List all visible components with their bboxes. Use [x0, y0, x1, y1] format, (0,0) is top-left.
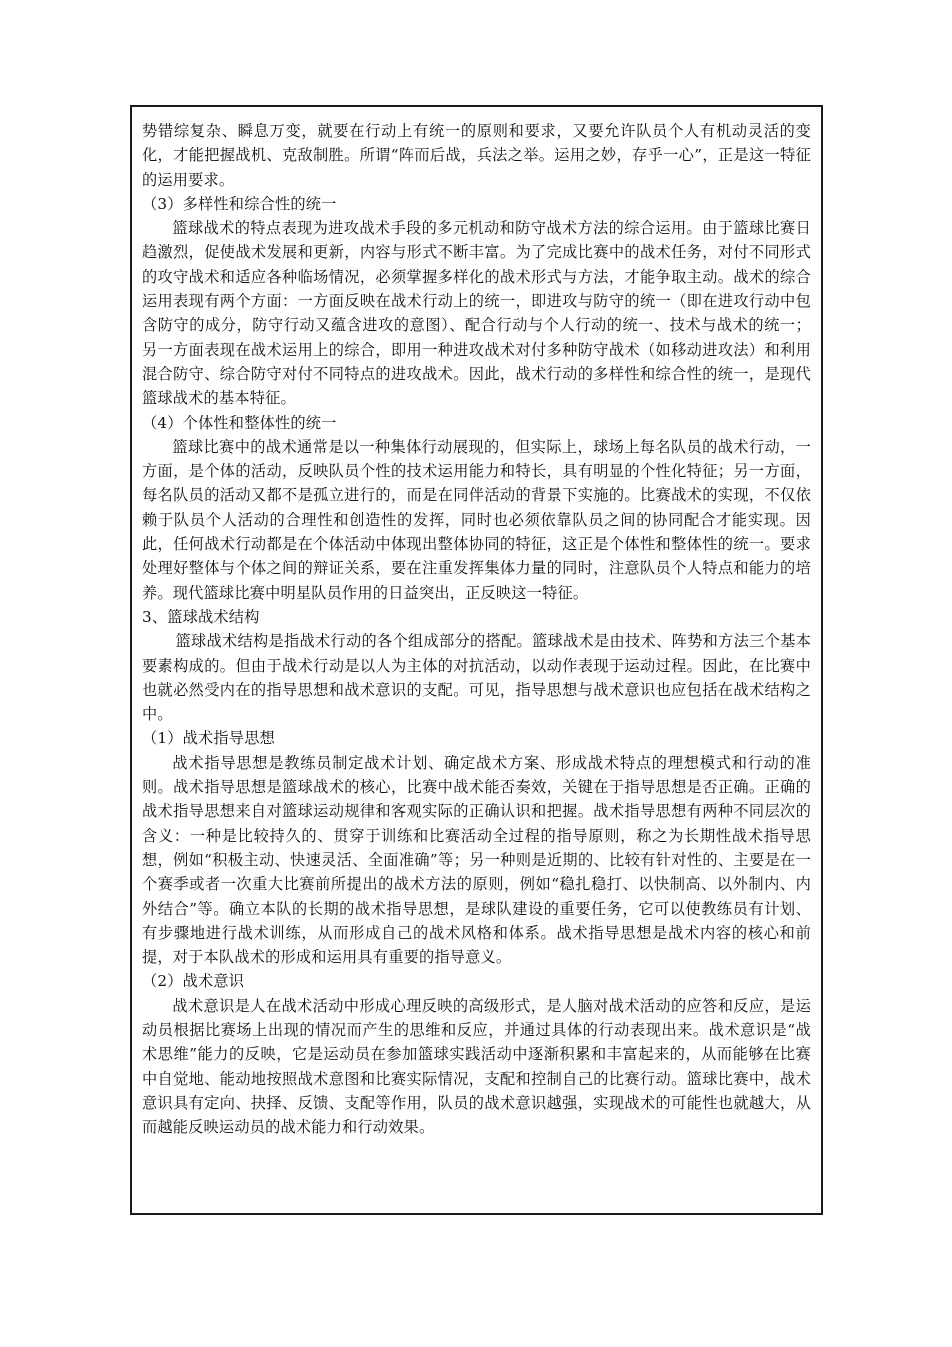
paragraph-guiding-thought: 战术指导思想是教练员制定战术计划、确定战术方案、形成战术特点的理想模式和行动的准则。战术指导思想是篮球战术的核心，比赛中战术能否奏效，关键在于指导思想是否正确。正确的战术指导思想来自对篮球运动规律和客观实际的正确认识和把握。战术指导思想有两种不同层次的含义：一种是比较持久的、贯穿于训练和比赛活动全过程的指导原则，称之为长期性战术指导思想，例如“积极主动、快速灵活、全面准确”等；另一种则是近期的、比较有针对性的、主要是在一个赛季或者一次重大比赛前所提出的战术方法的原则，例如“稳扎稳打、以快制高、以外制内、内外结合”等。确立本队的长期的战术指导思想，是球队建设的重要任务，它可以使教练员有计划、有步骤地进行战术训练，从而形成自己的战术风格和体系。战术指导思想是战术内容的核心和前提，对于本队战术的形成和运用具有重要的指导意义。	[142, 753, 811, 967]
section-heading-awareness: （2）战术意识	[142, 972, 245, 991]
paragraph-structure: 篮球战术结构是指战术行动的各个组成部分的搭配。篮球战术是由技术、阵势和方法三个基本要素构成的。但由于战术行动是以人为主体的对抗活动，以动作表现于运动过程。因此，在比赛中也就必然受内在的指导思想和战术意识的支配。可见，指导思想与战术意识也应包括在战术结构之中。	[142, 632, 811, 724]
section-heading-individuality: （4）个体性和整体性的统一	[142, 413, 337, 432]
continuation-text: 势错综复杂、瞬息万变，就要在行动上有统一的原则和要求，又要允许队员个人有机动灵活的变化，才能把握战机、克敌制胜。所谓“阵而后战，兵法之举。运用之妙，存乎一心”，正是这一特征的运用要求。	[142, 122, 811, 189]
document-body	[142, 119, 811, 1139]
section-heading-diversity: （3）多样性和综合性的统一	[142, 194, 337, 213]
document-frame	[130, 105, 823, 1215]
section-heading-guiding-thought: （1）战术指导思想	[142, 729, 275, 748]
paragraph-individuality: 篮球比赛中的战术通常是以一种集体行动展现的，但实际上，球场上每名队员的战术行动，一方面，是个体的活动，反映队员个性的技术运用能力和特长，具有明显的个性化特征；另一方面，每名队员的活动又都不是孤立进行的，而是在同伴活动的背景下实施的。比赛战术的实现，不仅依赖于队员个人活动的合理性和创造性的发挥，同时也必须依靠队员之间的协同配合才能实现。因此，任何战术行动都是在个体活动中体现出整体协同的特征，这正是个体性和整体性的统一。要求处理好整体与个体之间的辩证关系，要在注重发挥集体力量的同时，注意队员个人特点和能力的培养。现代篮球比赛中明星队员作用的日益突出，正反映这一特征。	[142, 437, 811, 602]
paragraph-diversity: 篮球战术的特点表现为进攻战术手段的多元机动和防守战术方法的综合运用。由于篮球比赛日趋激烈，促使战术发展和更新，内容与形式不断丰富。为了完成比赛中的战术任务，对付不同形式的攻守战术和适应各种临场情况，必须掌握多样化的战术形式与方法，才能争取主动。战术的综合运用表现有两个方面：一方面反映在战术行动上的统一，即进攻与防守的统一（即在进攻行动中包含防守的成分，防守行动又蕴含进攻的意图）、配合行动与个人行动的统一、技术与战术的统一；另一方面表现在战术运用上的综合，即用一种进攻战术对付多种防守战术（如移动进攻法）和利用混合防守、综合防守对付不同特点的进攻战术。因此，战术行动的多样性和综合性的统一，是现代篮球战术的基本特征。	[142, 219, 811, 408]
section-heading-structure: 3、篮球战术结构	[142, 607, 260, 626]
paragraph-awareness: 战术意识是人在战术活动中形成心理反映的高级形式，是人脑对战术活动的应答和反应，是运动员根据比赛场上出现的情况而产生的思维和反应，并通过具体的行动表现出来。战术意识是“战术思维”能力的反映，它是运动员在参加篮球实践活动中逐渐积累和丰富起来的，从而能够在比赛中自觉地、能动地按照战术意图和比赛实际情况，支配和控制自己的比赛行动。篮球比赛中，战术意识具有定向、抉择、反馈、支配等作用，队员的战术意识越强，实现战术的可能性也就越大，从而越能反映运动员的战术能力和行动效果。	[142, 996, 811, 1137]
